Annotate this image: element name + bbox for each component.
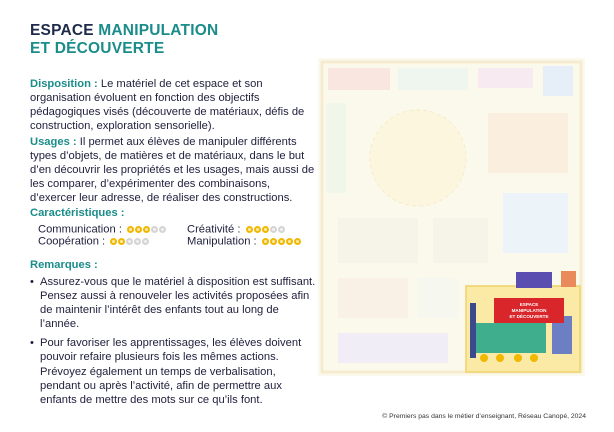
star-empty-icon — [159, 226, 166, 233]
plan-zone — [488, 113, 568, 173]
plan-rug — [370, 110, 466, 206]
list-item: • Pour favoriser les apprentissages, les élèves doivent pouvoir refaire plusieurs fois les mêmes actions. Prévoyez également un temps de verbalisation, pendant ou après l’activité, afin de permettre aux enfants de mettre des mots sur ce qu’ils font. — [30, 336, 318, 406]
star-empty-icon — [151, 226, 158, 233]
rating-stars — [110, 235, 150, 248]
star-filled-icon — [118, 238, 125, 245]
list-item: • Assurez-vous que le matériel à disposition est suffisant. Pensez aussi à renouveler les activités proposées afin de maintenir l’intérêt des enfants tout au long de l’année. — [30, 275, 318, 331]
zone-label-line2: MANIPULATION — [511, 308, 547, 313]
plan-table — [433, 218, 488, 263]
star-filled-icon — [110, 238, 117, 245]
star-filled-icon — [262, 226, 269, 233]
plan-table — [338, 278, 408, 318]
plan-box — [561, 271, 576, 287]
star-filled-icon — [143, 226, 150, 233]
plan-chair — [480, 354, 488, 362]
rating-label: Manipulation : — [187, 235, 257, 248]
star-filled-icon — [286, 238, 293, 245]
disposition-text: Le matériel de cet espace et son organisation évoluent en fonction des objectifs pédagogiques visés (découverte de matériaux, défis de construction, exploration sensorielle). — [30, 78, 305, 133]
plan-zone — [328, 68, 390, 90]
star-filled-icon — [294, 238, 301, 245]
plan-shelf — [470, 303, 476, 358]
title-part-2: MANIPULATION — [98, 22, 219, 39]
usages-paragraph — [30, 135, 316, 205]
star-empty-icon — [134, 238, 141, 245]
page-title — [30, 22, 218, 58]
zone-label-line3: ET DÉCOUVERTE — [509, 314, 549, 319]
star-filled-icon — [135, 226, 142, 233]
plan-chair — [530, 354, 538, 362]
highlighted-zone — [466, 271, 580, 372]
copyright-credit: © Premiers pas dans le métier d’enseignant, Réseau Canopé, 2024 — [382, 413, 586, 420]
plan-chair — [496, 354, 504, 362]
star-filled-icon — [278, 238, 285, 245]
title-line-2: ET DÉCOUVERTE — [30, 40, 165, 57]
star-filled-icon — [254, 226, 261, 233]
plan-table — [476, 323, 546, 353]
usages-text: Il permet aux élèves de manipuler différents types d’objets, de matières et de matériaux, dans le but d’en découvrir les propriétés et les usages, mais aussi de les comparer, d’expérimenter des combinaisons, d’exercer leur adresse, de réaliser des constructions. — [30, 136, 315, 205]
star-filled-icon — [246, 226, 253, 233]
plan-zone — [338, 333, 448, 363]
rating-cooperation — [38, 235, 150, 248]
disposition-paragraph — [30, 77, 316, 133]
plan-zone — [543, 66, 573, 96]
star-filled-icon — [262, 238, 269, 245]
plan-zone — [398, 68, 468, 90]
plan-shelf — [326, 103, 346, 193]
classroom-floor-plan — [318, 58, 585, 376]
plan-table — [338, 218, 418, 263]
disposition-label: Disposition : — [30, 78, 98, 90]
caracteristiques-heading: Caractéristiques : — [30, 207, 125, 219]
title-part-1: ESPACE — [30, 22, 99, 39]
rating-label: Communication : — [38, 223, 122, 236]
star-filled-icon — [270, 238, 277, 245]
plan-table — [418, 278, 458, 318]
star-empty-icon — [126, 238, 133, 245]
usages-label: Usages : — [30, 136, 77, 148]
zone-label-line1: ESPACE — [519, 302, 539, 307]
star-empty-icon — [142, 238, 149, 245]
star-filled-icon — [127, 226, 134, 233]
remarques-heading: Remarques : — [30, 259, 98, 271]
star-empty-icon — [270, 226, 277, 233]
plan-chair — [514, 354, 522, 362]
plan-shelf — [516, 272, 552, 288]
rating-label: Coopération : — [38, 235, 106, 248]
rating-manipulation — [187, 235, 302, 248]
plan-zone — [503, 193, 568, 253]
rating-stars — [262, 235, 302, 248]
plan-zone — [478, 68, 533, 88]
rating-label: Créativité : — [187, 223, 241, 236]
remarques-list — [30, 275, 318, 412]
star-empty-icon — [278, 226, 285, 233]
